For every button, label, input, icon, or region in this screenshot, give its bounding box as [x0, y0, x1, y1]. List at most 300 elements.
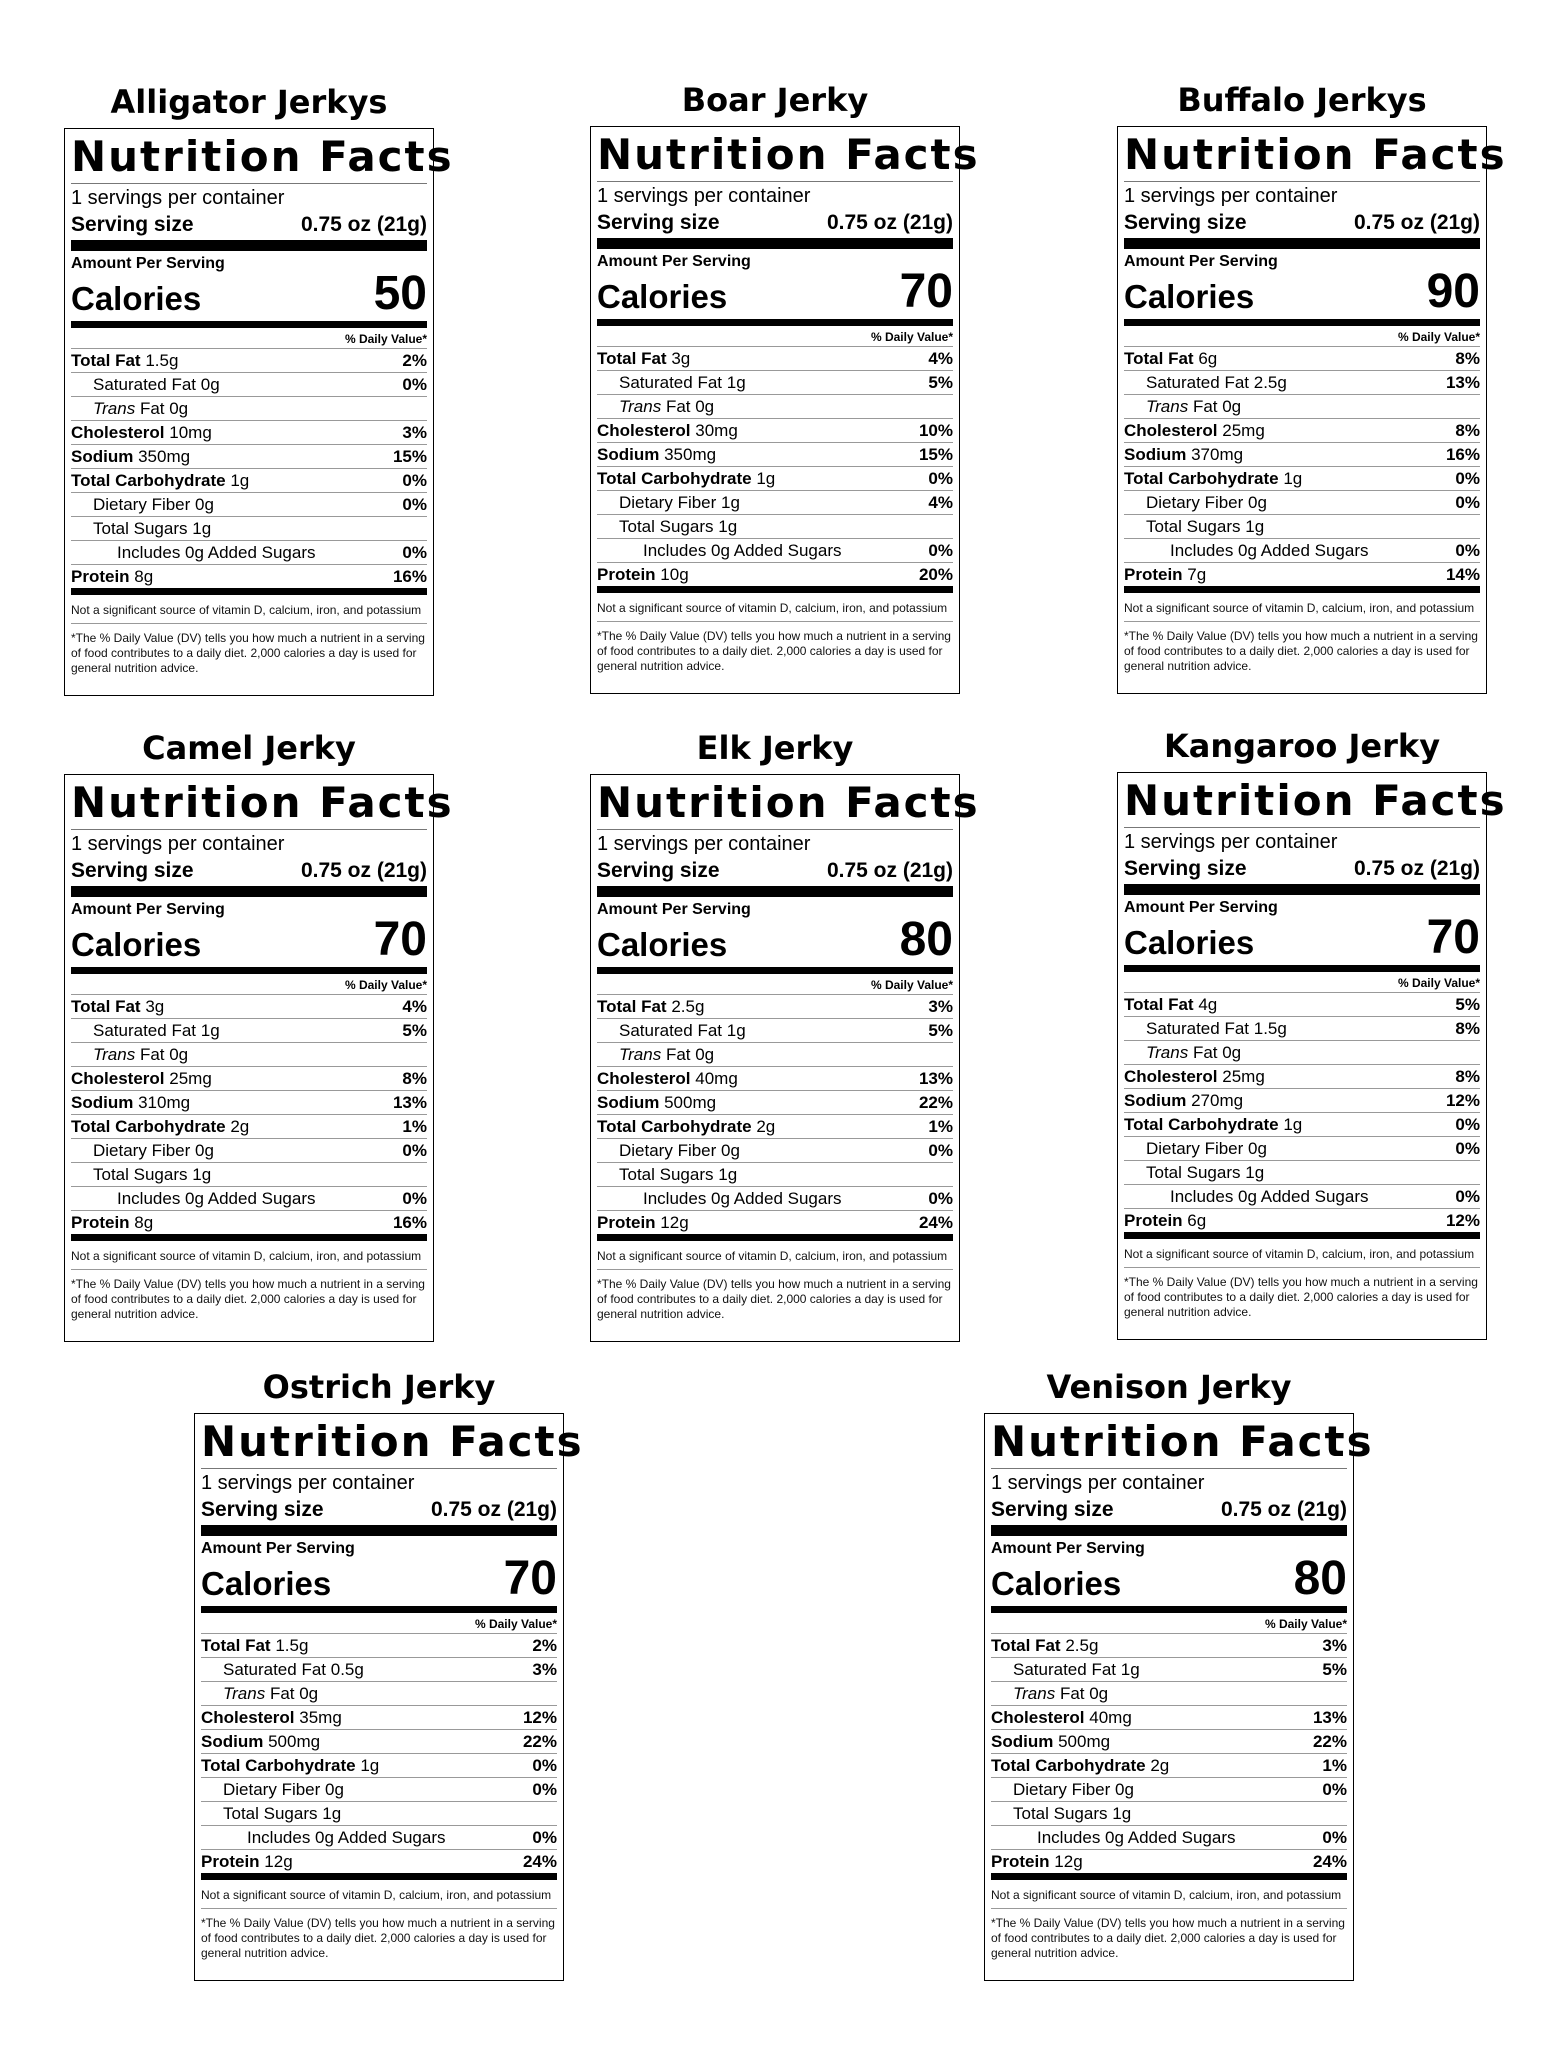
nutrition-facts-panel [194, 1413, 584, 1981]
protein-dv: 12% [1445, 1211, 1480, 1230]
added-sugars-dv: 0% [402, 1189, 427, 1208]
total-carbohydrate-amount: 2g [230, 1117, 250, 1136]
heavy-divider [991, 1525, 1347, 1536]
calories-label: Calories [201, 1565, 332, 1602]
total-carbohydrate-row [1124, 466, 1480, 490]
saturated-fat-dv: 5% [928, 373, 953, 392]
total-fat-amount: 2.5g [671, 997, 705, 1016]
nutrition-facts-panel [590, 774, 980, 1342]
trans-fat-text: Fat 0g [665, 1045, 715, 1064]
dietary-fiber-label: Dietary Fiber [1146, 493, 1244, 512]
protein-amount: 12g [660, 1213, 689, 1232]
daily-value-footnote: *The % Daily Value (DV) tells you how much a nutrient in a serving of food contributes to a daily diet. 2,000 calories a day is used for general nutrition advice. [597, 1269, 953, 1322]
trans-label: Trans [619, 1045, 662, 1064]
cholesterol-dv: 12% [522, 1708, 557, 1727]
sodium-label: Sodium [1124, 1091, 1187, 1110]
sodium-dv: 13% [392, 1093, 427, 1112]
total-sugars-row [71, 1162, 427, 1186]
total-sugars-label: Total Sugars [1013, 1804, 1108, 1823]
trans-fat-text: Fat 0g [1059, 1684, 1109, 1703]
amount-per-serving: Amount Per Serving [71, 255, 225, 272]
saturated-fat-dv: 5% [402, 1021, 427, 1040]
sodium-dv: 22% [522, 1732, 557, 1751]
divider [991, 1468, 1347, 1469]
added-sugars-label: Includes 0g Added Sugars [247, 1828, 446, 1847]
dietary-fiber-dv: 4% [928, 493, 953, 512]
daily-value-header: % Daily Value* [344, 332, 427, 346]
calories-value: 80 [1293, 1552, 1347, 1605]
serving-size-value: 0.75 oz (21g) [300, 859, 427, 882]
added-sugars-row [71, 540, 427, 564]
total-carbohydrate-label: Total Carbohydrate [71, 471, 226, 490]
servings-per-container: 1 servings per container [201, 1472, 415, 1494]
total-sugars-amount: 1g [192, 1165, 212, 1184]
protein-label: Protein [597, 565, 656, 584]
serving-size-label: Serving size [1124, 857, 1247, 880]
cholesterol-dv: 13% [918, 1069, 953, 1088]
daily-value-footnote: *The % Daily Value (DV) tells you how much a nutrient in a serving of food contributes to a daily diet. 2,000 calories a day is used for general nutrition advice. [201, 1908, 557, 1961]
total-sugars-row [991, 1801, 1347, 1825]
total-sugars-row [1124, 1160, 1480, 1184]
servings-per-container: 1 servings per container [1124, 185, 1338, 207]
medium-divider [71, 967, 427, 974]
servings-per-container: 1 servings per container [71, 187, 285, 209]
sodium-label: Sodium [71, 1093, 134, 1112]
trans-fat-text: Fat 0g [139, 399, 189, 418]
total-fat-dv: 3% [1322, 1636, 1347, 1655]
total-fat-row [71, 994, 427, 1018]
saturated-fat-amount: 1.5g [1253, 1019, 1287, 1038]
cholesterol-amount: 10mg [169, 423, 212, 442]
protein-amount: 6g [1187, 1211, 1207, 1230]
vitamin-note: Not a significant source of vitamin D, calcium, iron, and potassium [201, 1888, 552, 1902]
daily-value-header: % Daily Value* [870, 330, 953, 344]
nutrition-facts-panel [590, 126, 980, 694]
saturated-fat-amount: 1g [726, 373, 746, 392]
total-fat-label: Total Fat [71, 997, 141, 1016]
saturated-fat-label: Saturated Fat [619, 373, 723, 392]
dietary-fiber-row [1124, 490, 1480, 514]
sodium-label: Sodium [201, 1732, 264, 1751]
saturated-fat-row [71, 372, 427, 396]
dietary-fiber-dv: 0% [532, 1780, 557, 1799]
dietary-fiber-row [201, 1777, 557, 1801]
dietary-fiber-label: Dietary Fiber [619, 493, 717, 512]
saturated-fat-amount: 1g [726, 1021, 746, 1040]
added-sugars-dv: 0% [928, 541, 953, 560]
total-carbohydrate-row [1124, 1112, 1480, 1136]
saturated-fat-row [1124, 1016, 1480, 1040]
total-sugars-label: Total Sugars [619, 517, 714, 536]
trans-fat-row [597, 1042, 953, 1066]
dietary-fiber-dv: 0% [1455, 493, 1480, 512]
dietary-fiber-dv: 0% [402, 1141, 427, 1160]
total-carbohydrate-dv: 1% [1322, 1756, 1347, 1775]
dietary-fiber-amount: 0g [195, 1141, 214, 1160]
sodium-label: Sodium [597, 445, 660, 464]
daily-value-footnote: *The % Daily Value (DV) tells you how much a nutrient in a serving of food contributes to a daily diet. 2,000 calories a day is used for general nutrition advice. [1124, 621, 1480, 674]
dietary-fiber-label: Dietary Fiber [1146, 1139, 1244, 1158]
total-fat-dv: 8% [1455, 349, 1480, 368]
total-fat-row [991, 1633, 1347, 1657]
sodium-row [1124, 442, 1480, 466]
daily-value-footnote: *The % Daily Value (DV) tells you how much a nutrient in a serving of food contributes to a daily diet. 2,000 calories a day is used for general nutrition advice. [991, 1908, 1347, 1961]
vitamin-note: Not a significant source of vitamin D, calcium, iron, and potassium [1124, 601, 1475, 615]
nutrition-card [194, 1361, 584, 1981]
trans-fat-text: Fat 0g [269, 1684, 319, 1703]
serving-size-value: 0.75 oz (21g) [300, 213, 427, 236]
total-fat-label: Total Fat [597, 997, 667, 1016]
serving-size-label: Serving size [71, 213, 194, 236]
total-fat-amount: 6g [1198, 349, 1218, 368]
saturated-fat-row [597, 370, 953, 394]
cholesterol-dv: 3% [402, 423, 427, 442]
total-fat-dv: 2% [402, 351, 427, 370]
sodium-amount: 350mg [138, 447, 191, 466]
total-carbohydrate-label: Total Carbohydrate [201, 1756, 356, 1775]
saturated-fat-dv: 5% [1322, 1660, 1347, 1679]
calories-row [1124, 265, 1480, 318]
added-sugars-label: Includes 0g Added Sugars [643, 541, 842, 560]
sodium-dv: 22% [1312, 1732, 1347, 1751]
calories-label: Calories [71, 280, 202, 317]
saturated-fat-amount: 1g [200, 1021, 220, 1040]
nutrition-facts-heading: Nutrition Facts [71, 778, 454, 827]
sodium-row [71, 444, 427, 468]
dietary-fiber-row [597, 1138, 953, 1162]
serving-size-value: 0.75 oz (21g) [1353, 211, 1480, 234]
sodium-dv: 15% [918, 445, 953, 464]
sodium-amount: 310mg [138, 1093, 191, 1112]
protein-amount: 8g [134, 1213, 154, 1232]
sodium-amount: 350mg [664, 445, 717, 464]
total-sugars-row [201, 1801, 557, 1825]
protein-label: Protein [991, 1852, 1050, 1871]
total-carbohydrate-label: Total Carbohydrate [1124, 1115, 1279, 1134]
sodium-row [597, 442, 953, 466]
serving-size-row [597, 857, 953, 884]
trans-label: Trans [223, 1684, 266, 1703]
cholesterol-amount: 25mg [1222, 1067, 1265, 1086]
daily-value-header: % Daily Value* [1397, 330, 1480, 344]
total-fat-label: Total Fat [991, 1636, 1061, 1655]
protein-label: Protein [71, 1213, 130, 1232]
nutrition-card [590, 722, 980, 1342]
trans-fat-text: Fat 0g [665, 397, 715, 416]
daily-value-header: % Daily Value* [1397, 976, 1480, 990]
medium-divider [201, 1606, 557, 1613]
cholesterol-dv: 8% [402, 1069, 427, 1088]
dietary-fiber-amount: 1g [721, 493, 740, 512]
saturated-fat-label: Saturated Fat [223, 1660, 327, 1679]
serving-size-row [1124, 209, 1480, 236]
calories-value: 70 [899, 265, 953, 318]
total-fat-label: Total Fat [1124, 349, 1194, 368]
calories-label: Calories [597, 278, 728, 315]
nutrition-facts-panel [64, 774, 454, 1342]
calories-row [991, 1552, 1347, 1605]
cholesterol-row [1124, 418, 1480, 442]
added-sugars-row [201, 1825, 557, 1849]
trans-label: Trans [93, 399, 136, 418]
saturated-fat-dv: 8% [1455, 1019, 1480, 1038]
dietary-fiber-amount: 0g [1248, 1139, 1267, 1158]
total-sugars-row [71, 516, 427, 540]
dietary-fiber-amount: 0g [325, 1780, 344, 1799]
nutrition-facts-panel [1117, 772, 1507, 1340]
calories-row [1124, 911, 1480, 964]
total-carbohydrate-amount: 1g [230, 471, 250, 490]
product-title: Alligator Jerkys [110, 83, 388, 121]
total-sugars-amount: 1g [1112, 1804, 1132, 1823]
trans-label: Trans [1146, 397, 1189, 416]
protein-dv: 24% [522, 1852, 557, 1871]
saturated-fat-label: Saturated Fat [1146, 373, 1250, 392]
sodium-dv: 22% [918, 1093, 953, 1112]
serving-size-label: Serving size [201, 1498, 324, 1521]
total-fat-row [1124, 992, 1480, 1016]
trans-fat-row [1124, 394, 1480, 418]
nutrition-facts-panel [64, 128, 454, 696]
calories-row [201, 1552, 557, 1605]
serving-size-label: Serving size [71, 859, 194, 882]
nutrition-facts-heading: Nutrition Facts [1124, 130, 1507, 179]
dietary-fiber-amount: 0g [195, 495, 214, 514]
saturated-fat-label: Saturated Fat [93, 1021, 197, 1040]
saturated-fat-row [201, 1657, 557, 1681]
calories-value: 70 [503, 1552, 557, 1605]
total-carbohydrate-amount: 1g [756, 469, 776, 488]
trans-fat-text: Fat 0g [139, 1045, 189, 1064]
total-carbohydrate-amount: 2g [1150, 1756, 1170, 1775]
nutrition-card [64, 76, 454, 696]
saturated-fat-row [71, 1018, 427, 1042]
nutrition-card [1117, 74, 1507, 694]
sodium-label: Sodium [991, 1732, 1054, 1751]
cholesterol-label: Cholesterol [991, 1708, 1085, 1727]
added-sugars-row [1124, 1184, 1480, 1208]
total-sugars-label: Total Sugars [223, 1804, 318, 1823]
daily-value-header: % Daily Value* [344, 978, 427, 992]
servings-per-container: 1 servings per container [597, 833, 811, 855]
dietary-fiber-dv: 0% [1322, 1780, 1347, 1799]
amount-per-serving: Amount Per Serving [1124, 253, 1278, 270]
cholesterol-dv: 10% [918, 421, 953, 440]
trans-label: Trans [1013, 1684, 1056, 1703]
total-sugars-amount: 1g [1245, 1163, 1265, 1182]
serving-size-value: 0.75 oz (21g) [1220, 1498, 1347, 1521]
medium-divider [597, 967, 953, 974]
serving-size-value: 0.75 oz (21g) [826, 859, 953, 882]
heavy-divider [1124, 238, 1480, 249]
serving-size-row [71, 211, 427, 238]
serving-size-value: 0.75 oz (21g) [1353, 857, 1480, 880]
calories-row [71, 913, 427, 966]
daily-value-footnote: *The % Daily Value (DV) tells you how much a nutrient in a serving of food contributes to a daily diet. 2,000 calories a day is used for general nutrition advice. [1124, 1267, 1480, 1320]
trans-label: Trans [93, 1045, 136, 1064]
protein-row [71, 564, 427, 595]
sodium-amount: 500mg [664, 1093, 717, 1112]
amount-per-serving: Amount Per Serving [991, 1540, 1145, 1557]
protein-dv: 16% [392, 1213, 427, 1232]
heavy-divider [71, 886, 427, 897]
medium-divider [71, 321, 427, 328]
protein-amount: 8g [134, 567, 154, 586]
saturated-fat-amount: 2.5g [1253, 373, 1287, 392]
total-carbohydrate-dv: 0% [402, 471, 427, 490]
added-sugars-dv: 0% [402, 543, 427, 562]
nutrition-facts-heading: Nutrition Facts [1124, 776, 1507, 825]
amount-per-serving: Amount Per Serving [1124, 899, 1278, 916]
total-fat-row [1124, 346, 1480, 370]
added-sugars-dv: 0% [1322, 1828, 1347, 1847]
sodium-amount: 370mg [1191, 445, 1244, 464]
protein-dv: 20% [918, 565, 953, 584]
daily-value-header: % Daily Value* [1264, 1617, 1347, 1631]
sodium-row [991, 1729, 1347, 1753]
cholesterol-label: Cholesterol [597, 421, 691, 440]
total-sugars-label: Total Sugars [1146, 1163, 1241, 1182]
total-fat-label: Total Fat [1124, 995, 1194, 1014]
total-carbohydrate-label: Total Carbohydrate [991, 1756, 1146, 1775]
calories-label: Calories [1124, 924, 1255, 961]
trans-fat-text: Fat 0g [1192, 1043, 1242, 1062]
saturated-fat-label: Saturated Fat [1013, 1660, 1117, 1679]
sodium-amount: 500mg [1058, 1732, 1111, 1751]
protein-amount: 12g [264, 1852, 293, 1871]
calories-label: Calories [71, 926, 202, 963]
calories-value: 50 [373, 267, 427, 320]
dietary-fiber-label: Dietary Fiber [93, 1141, 191, 1160]
serving-size-row [1124, 855, 1480, 882]
protein-amount: 12g [1054, 1852, 1083, 1871]
protein-dv: 14% [1445, 565, 1480, 584]
added-sugars-label: Includes 0g Added Sugars [117, 543, 316, 562]
serving-size-row [201, 1496, 557, 1523]
protein-dv: 16% [392, 567, 427, 586]
total-carbohydrate-row [597, 1114, 953, 1138]
serving-size-row [991, 1496, 1347, 1523]
protein-row [1124, 1208, 1480, 1239]
protein-dv: 24% [1312, 1852, 1347, 1871]
cholesterol-label: Cholesterol [71, 423, 165, 442]
cholesterol-label: Cholesterol [201, 1708, 295, 1727]
cholesterol-label: Cholesterol [71, 1069, 165, 1088]
saturated-fat-label: Saturated Fat [93, 375, 197, 394]
total-sugars-label: Total Sugars [619, 1165, 714, 1184]
trans-fat-row [201, 1681, 557, 1705]
cholesterol-dv: 8% [1455, 1067, 1480, 1086]
amount-per-serving: Amount Per Serving [597, 901, 751, 918]
sodium-row [1124, 1088, 1480, 1112]
saturated-fat-row [597, 1018, 953, 1042]
cholesterol-row [597, 418, 953, 442]
daily-value-header: % Daily Value* [870, 978, 953, 992]
total-sugars-label: Total Sugars [93, 519, 188, 538]
heavy-divider [597, 886, 953, 897]
vitamin-note: Not a significant source of vitamin D, calcium, iron, and potassium [597, 601, 948, 615]
added-sugars-label: Includes 0g Added Sugars [1037, 1828, 1236, 1847]
total-fat-amount: 4g [1198, 995, 1218, 1014]
total-sugars-amount: 1g [192, 519, 212, 538]
product-title: Boar Jerky [681, 81, 869, 119]
sodium-dv: 12% [1445, 1091, 1480, 1110]
added-sugars-row [991, 1825, 1347, 1849]
protein-row [71, 1210, 427, 1241]
cholesterol-row [201, 1705, 557, 1729]
saturated-fat-dv: 3% [532, 1660, 557, 1679]
total-fat-row [71, 348, 427, 372]
total-fat-row [597, 346, 953, 370]
cholesterol-label: Cholesterol [597, 1069, 691, 1088]
protein-row [1124, 562, 1480, 593]
calories-label: Calories [1124, 278, 1255, 315]
saturated-fat-row [991, 1657, 1347, 1681]
amount-per-serving: Amount Per Serving [201, 1540, 355, 1557]
trans-fat-row [1124, 1040, 1480, 1064]
protein-row [597, 1210, 953, 1241]
total-fat-label: Total Fat [201, 1636, 271, 1655]
total-carbohydrate-dv: 0% [928, 469, 953, 488]
total-carbohydrate-label: Total Carbohydrate [597, 1117, 752, 1136]
total-carbohydrate-row [991, 1753, 1347, 1777]
calories-value: 70 [1426, 911, 1480, 964]
vitamin-note: Not a significant source of vitamin D, calcium, iron, and potassium [1124, 1247, 1475, 1261]
calories-label: Calories [597, 926, 728, 963]
total-carbohydrate-label: Total Carbohydrate [1124, 469, 1279, 488]
dietary-fiber-row [1124, 1136, 1480, 1160]
protein-label: Protein [1124, 565, 1183, 584]
cholesterol-row [1124, 1064, 1480, 1088]
saturated-fat-dv: 5% [928, 1021, 953, 1040]
sodium-dv: 15% [392, 447, 427, 466]
sodium-row [201, 1729, 557, 1753]
protein-row [991, 1849, 1347, 1880]
divider [597, 829, 953, 830]
protein-label: Protein [201, 1852, 260, 1871]
cholesterol-label: Cholesterol [1124, 421, 1218, 440]
total-carbohydrate-amount: 2g [756, 1117, 776, 1136]
added-sugars-row [71, 1186, 427, 1210]
daily-value-footnote: *The % Daily Value (DV) tells you how much a nutrient in a serving of food contributes to a daily diet. 2,000 calories a day is used for general nutrition advice. [71, 1269, 427, 1322]
added-sugars-label: Includes 0g Added Sugars [643, 1189, 842, 1208]
nutrition-facts-heading: Nutrition Facts [597, 130, 980, 179]
daily-value-header: % Daily Value* [474, 1617, 557, 1631]
total-carbohydrate-dv: 0% [1455, 1115, 1480, 1134]
total-carbohydrate-amount: 1g [1283, 469, 1303, 488]
cholesterol-row [71, 420, 427, 444]
total-carbohydrate-row [71, 468, 427, 492]
sodium-row [71, 1090, 427, 1114]
total-sugars-amount: 1g [718, 517, 738, 536]
servings-per-container: 1 servings per container [71, 833, 285, 855]
daily-value-footnote: *The % Daily Value (DV) tells you how much a nutrient in a serving of food contributes to a daily diet. 2,000 calories a day is used for general nutrition advice. [71, 623, 427, 676]
divider [71, 183, 427, 184]
added-sugars-label: Includes 0g Added Sugars [1170, 541, 1369, 560]
saturated-fat-amount: 1g [1120, 1660, 1140, 1679]
heavy-divider [71, 240, 427, 251]
total-carbohydrate-dv: 0% [532, 1756, 557, 1775]
protein-row [201, 1849, 557, 1880]
saturated-fat-label: Saturated Fat [619, 1021, 723, 1040]
amount-per-serving: Amount Per Serving [71, 901, 225, 918]
cholesterol-amount: 35mg [299, 1708, 342, 1727]
cholesterol-amount: 40mg [695, 1069, 738, 1088]
nutrition-facts-heading: Nutrition Facts [991, 1417, 1374, 1466]
vitamin-note: Not a significant source of vitamin D, calcium, iron, and potassium [991, 1888, 1342, 1902]
trans-label: Trans [619, 397, 662, 416]
total-fat-amount: 3g [671, 349, 691, 368]
